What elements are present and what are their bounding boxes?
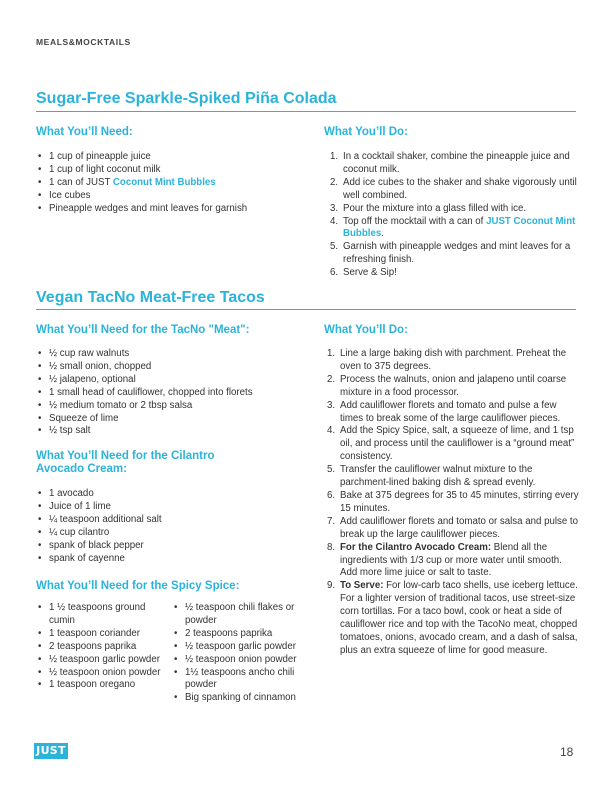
step-number: 4. [327, 425, 336, 437]
list-item: • ½ jalapeno, optional [36, 374, 306, 387]
list-item: • 2 teaspoons paprika [36, 641, 170, 654]
step-text: Blend all the ingredients with 1/3 cup or more water until smooth. Add more lime juice or salt to taste. [340, 541, 562, 579]
step-number: 3. [327, 399, 336, 411]
list-item: • 1 teaspoon oregano [36, 679, 170, 692]
meat-ingredients-list [36, 348, 306, 438]
step-text: Pour the mixture into a glass filled with ice. [343, 202, 527, 214]
step-text: Add the Spicy Spice, salt, a squeeze of lime, and 1 tsp oil, and process until the cauliflower is a “ground meat” consistency. [340, 425, 575, 463]
step-text: Line a large baking dish with parchment. Preheat the oven to 375 degrees. [340, 348, 567, 372]
spice-list-column-1 [36, 602, 170, 692]
step-text: Add ice cubes to the shaker and shake vigorously until well combined. [343, 176, 577, 201]
title-underline [36, 111, 576, 112]
list-item: • ½ cup raw walnuts [36, 348, 306, 361]
meat-heading: What You’ll Need for the TacNo "Meat": [36, 324, 250, 336]
list-item: • ½ teaspoon onion powder [36, 667, 170, 680]
product-link-text: JUST Coconut Mint Bubbles [343, 215, 576, 240]
step-number: 2. [327, 373, 336, 385]
step-text: Serve & Sip! [343, 267, 397, 279]
step-text: Process the walnuts, onion and jalapeno until coarse mixture in a food processor. [340, 373, 567, 398]
list-item: • spank of cayenne [36, 553, 286, 566]
step-number: 6. [330, 267, 339, 279]
tacos-directions-list [327, 348, 579, 658]
step-number: 1. [330, 151, 339, 162]
step-item [327, 580, 579, 657]
step-text-end: . [381, 228, 384, 240]
step-text: For low-carb taco shells, use iceberg lettuce. For a lighter version of traditional tacos, use street-size corn tortillas. For a taco bowl, cook or heat a side of cauliflower rice and top with the TacoNo meat, chopped tomatoes, onions, avocado cream, and a dash of salsa, plus an extra squeeze of lime for good measure. [340, 580, 578, 656]
cream-ingredients-list [36, 488, 286, 565]
list-item: • ¼ cup cilantro [36, 527, 286, 540]
list-item-text: 1 cup of light coconut milk [49, 163, 161, 175]
list-item: • ½ teaspoon garlic powder [172, 641, 310, 654]
step-item [327, 464, 579, 490]
cream-heading: What You’ll Need for the Cilantro Avocado Cream: [36, 450, 215, 475]
directions-heading: What You’ll Do: [324, 126, 408, 138]
step-text: Transfer the cauliflower walnut mixture to the parchment-lined baking dish & spread evenly. [340, 464, 536, 489]
step-item [327, 516, 579, 542]
spice-heading: What You’ll Need for the Spicy Spice: [36, 580, 240, 592]
step-number: 8. [327, 541, 336, 553]
list-item: • ½ teaspoon chili flakes or powder [172, 602, 310, 628]
step-number: 5. [327, 464, 336, 476]
list-item: • ½ teaspoon garlic powder [36, 654, 170, 667]
list-item: • ¼ teaspoon additional salt [36, 514, 286, 527]
list-item: • 2 teaspoons paprika [172, 628, 310, 641]
just-logo: JUST [34, 743, 68, 759]
list-item [36, 164, 266, 177]
step-item [327, 348, 579, 374]
list-item [36, 151, 266, 164]
step-item [327, 490, 579, 516]
step-item [330, 177, 580, 203]
list-item: • 1 small head of cauliflower, chopped into florets [36, 387, 306, 400]
spice-list-column-2 [172, 602, 310, 705]
list-item: • 1½ teaspoons ancho chili powder [172, 667, 310, 693]
step-item [327, 542, 579, 581]
list-item: • spank of black pepper [36, 540, 286, 553]
step-bold-label: To Serve: [340, 580, 384, 592]
list-item: • ½ tsp salt [36, 425, 306, 438]
recipe-title-tacos: Vegan TacNo Meat-Free Tacos [36, 289, 265, 306]
list-item-text: 1 can of JUST [49, 176, 113, 188]
recipe-title-pina-colada: Sugar-Free Sparkle-Spiked Piña Colada [36, 90, 337, 107]
step-text: Add cauliflower florets and tomato and pulse a few times to break some of the large cauliflower pieces. [340, 399, 561, 424]
page-number: 18 [560, 745, 574, 759]
list-item [36, 177, 266, 190]
title-underline [36, 309, 576, 310]
list-item [36, 203, 266, 216]
section-label: MEALS&MOCKTAILS [36, 37, 131, 47]
list-item: • Big spanking of cinnamon [172, 692, 310, 705]
step-number: 6. [327, 489, 336, 501]
step-number: 2. [330, 176, 339, 188]
step-number: 9. [327, 580, 336, 592]
step-text: In a cocktail shaker, combine the pineapple juice and coconut milk. [343, 151, 570, 175]
list-item: • Juice of 1 lime [36, 501, 286, 514]
step-item [330, 216, 580, 242]
ingredients-heading: What You’ll Need: [36, 126, 133, 138]
list-item: • 1 teaspoon coriander [36, 628, 170, 641]
directions-list [330, 151, 580, 280]
step-item [327, 400, 579, 426]
list-item: • 1 ½ teaspoons ground cumin [36, 602, 170, 628]
step-bold-label: For the Cilantro Avocado Cream: [340, 541, 492, 553]
step-item [327, 425, 579, 464]
step-text: Add cauliflower florets and tomato or salsa and pulse to break up the large cauliflower pieces. [340, 515, 579, 540]
list-item: • ½ teaspoon onion powder [172, 654, 310, 667]
step-text: Bake at 375 degrees for 35 to 45 minutes, stirring every 15 minutes. [340, 489, 579, 514]
step-item [330, 151, 580, 177]
list-item: • ½ small onion, chopped [36, 361, 306, 374]
list-item: • ½ medium tomato or 2 tbsp salsa [36, 400, 306, 413]
list-item: • 1 avocado [36, 488, 286, 501]
step-number: 5. [330, 241, 339, 253]
step-number: 7. [327, 515, 336, 527]
step-number: 4. [330, 215, 339, 227]
step-item [327, 374, 579, 400]
step-item [330, 267, 580, 280]
step-text: Garnish with pineapple wedges and mint leaves for a refreshing finish. [343, 241, 571, 266]
step-item [330, 241, 580, 267]
step-number: 3. [330, 202, 339, 214]
list-item-text: Pineapple wedges and mint leaves for garnish [49, 202, 248, 214]
list-item: • Squeeze of lime [36, 413, 306, 426]
product-link-text: Coconut Mint Bubbles [112, 176, 216, 188]
step-item [330, 203, 580, 216]
step-number: 1. [327, 348, 336, 359]
list-item [36, 190, 266, 203]
list-item-text: 1 cup of pineapple juice [49, 151, 151, 162]
step-text: Top off the mocktail with a can of [343, 215, 487, 227]
ingredients-list [36, 151, 266, 216]
tacos-directions-heading: What You’ll Do: [324, 324, 408, 336]
list-item-text: Ice cubes [49, 189, 91, 201]
